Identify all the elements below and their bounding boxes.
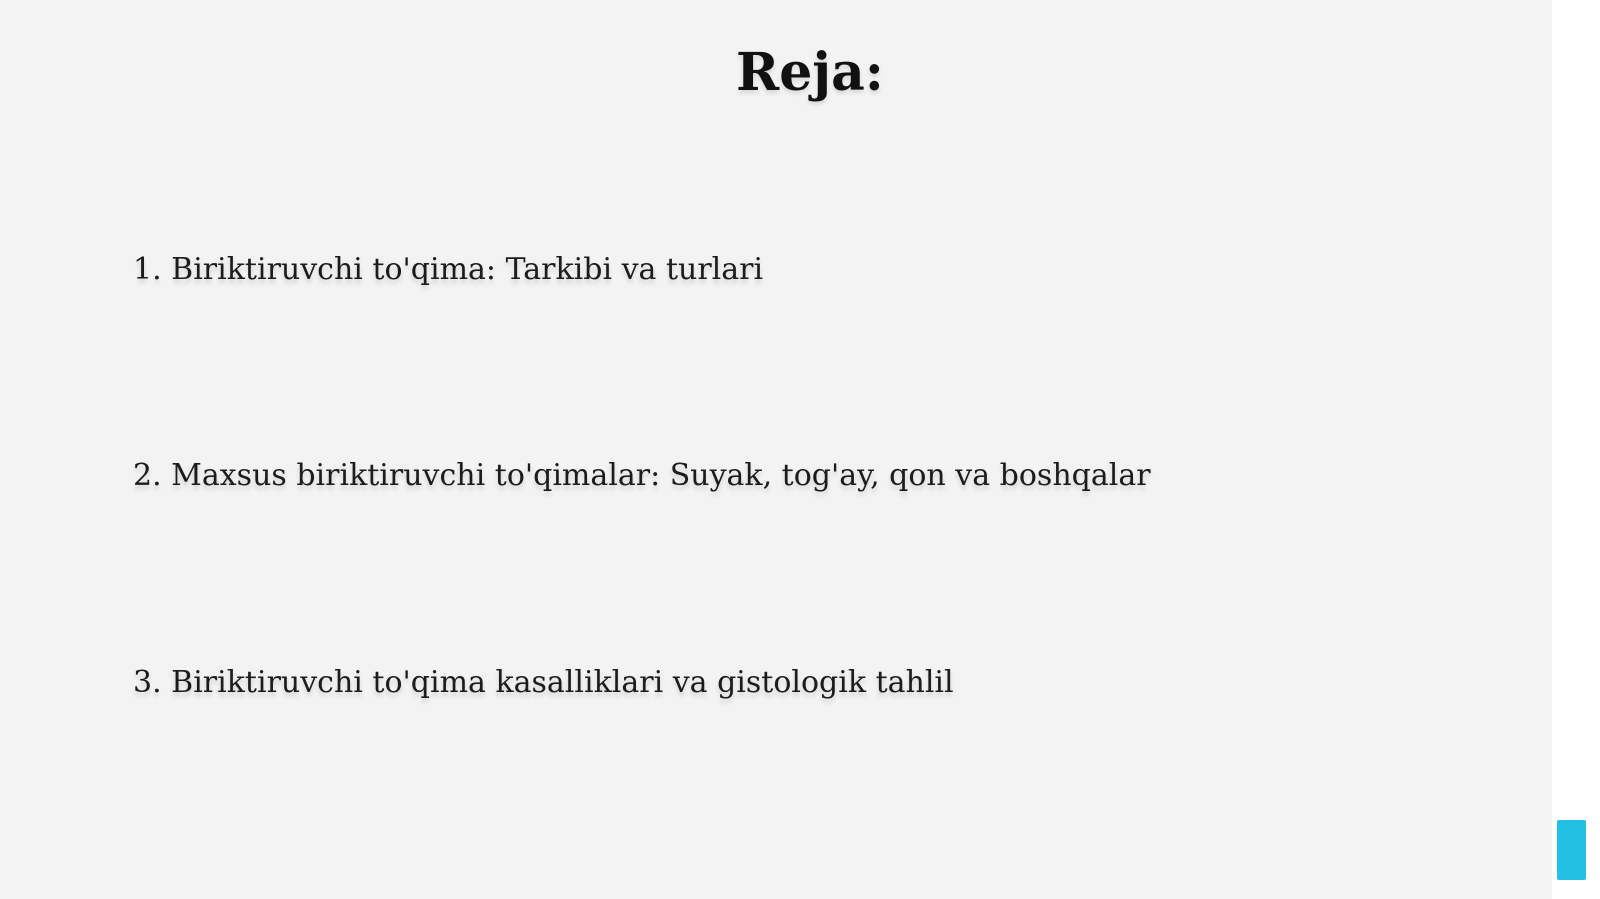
plan-item-1: 1. Biriktiruvchi to'qima: Tarkibi va turlari [133, 252, 764, 287]
scrollbar-track[interactable] [1552, 0, 1600, 899]
plan-item-2: 2. Maxsus biriktiruvchi to'qimalar: Suyak, tog'ay, qon va boshqalar [133, 458, 1151, 493]
slide-title: Reja: [735, 42, 884, 103]
scrollbar-thumb[interactable] [1557, 820, 1586, 880]
plan-item-3: 3. Biriktiruvchi to'qima kasalliklari va gistologik tahlil [133, 665, 954, 700]
